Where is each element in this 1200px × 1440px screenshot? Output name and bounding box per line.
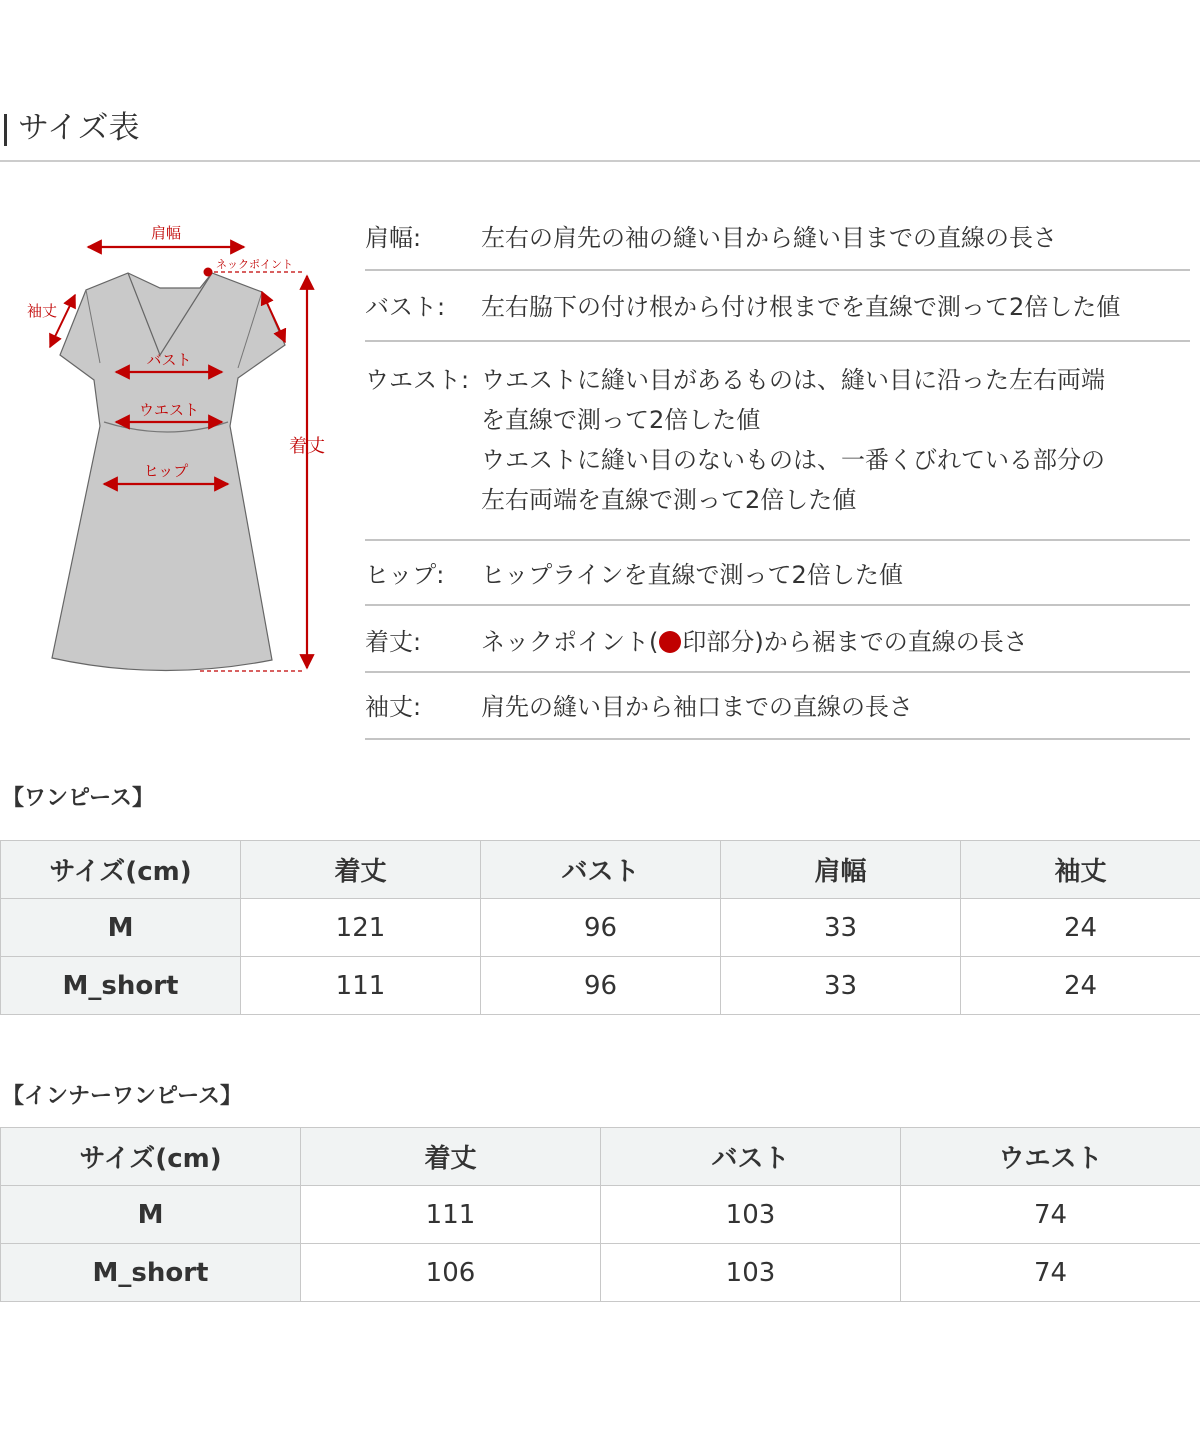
value-cell: 24 — [961, 899, 1200, 957]
definition-term: 袖丈: — [365, 693, 422, 721]
size-table-dress — [0, 840, 1200, 1015]
header-cell: 肩幅 — [721, 841, 961, 899]
definition-text: 左右脇下の付け根から付け根までを直線で測って2倍した値 — [481, 293, 1121, 321]
neckpoint-dot — [204, 268, 213, 277]
dress-illustration — [0, 200, 340, 700]
value-cell: 121 — [241, 899, 481, 957]
size-cell: M — [1, 1186, 301, 1244]
definition-row-length — [365, 606, 1190, 673]
definition-row-hip — [365, 541, 1190, 606]
header-cell: 袖丈 — [961, 841, 1200, 899]
header-cell: 着丈 — [301, 1128, 601, 1186]
table-row — [1, 1186, 1200, 1244]
value-cell: 111 — [241, 957, 481, 1015]
value-cell: 103 — [601, 1186, 901, 1244]
size-table-inner-dress — [0, 1127, 1200, 1302]
value-cell: 74 — [901, 1186, 1200, 1244]
table-row — [1, 899, 1200, 957]
label-sleeve: 袖丈 — [26, 302, 58, 320]
header-cell: サイズ(cm) — [1, 841, 241, 899]
header-cell: バスト — [601, 1128, 901, 1186]
page-title-text: サイズ表 — [18, 110, 140, 146]
label-length: 着丈 — [289, 436, 325, 457]
definition-term: バスト: — [365, 293, 446, 321]
value-cell: 74 — [901, 1244, 1200, 1302]
table-row — [1, 957, 1200, 1015]
definition-row-waist — [365, 342, 1190, 541]
definition-text: ウエストに縫い目があるものは、縫い目に沿った左右両端 を直線で測って2倍した値 ウエストに縫い目のないものは、一番くびれている部分の 左右両端を直線で測って2倍した値 — [481, 366, 1105, 514]
value-cell: 33 — [721, 899, 961, 957]
header-cell: バスト — [481, 841, 721, 899]
size-cell: M — [1, 899, 241, 957]
size-cell: M_short — [1, 1244, 301, 1302]
definition-row-shoulder — [365, 206, 1190, 271]
table-header-row — [1, 1128, 1200, 1186]
definition-term: 肩幅: — [365, 224, 422, 252]
definition-term: ウエスト: — [365, 366, 470, 394]
label-shoulder: 肩幅 — [150, 224, 182, 242]
value-cell: 33 — [721, 957, 961, 1015]
garment-diagram — [0, 200, 340, 700]
definition-text: ヒップラインを直線で測って2倍した値 — [481, 561, 903, 589]
definition-text: 肩先の縫い目から袖口までの直線の長さ — [481, 693, 913, 721]
title-accent-bar — [4, 114, 7, 146]
header-cell: サイズ(cm) — [1, 1128, 301, 1186]
value-cell: 106 — [301, 1244, 601, 1302]
definition-term: ヒップ: — [365, 561, 445, 589]
value-cell: 103 — [601, 1244, 901, 1302]
header-cell: ウエスト — [901, 1128, 1200, 1186]
table2-title: 【インナーワンピース】 — [2, 1084, 243, 1109]
value-cell: 111 — [301, 1186, 601, 1244]
table-row — [1, 1244, 1200, 1302]
definition-text: 左右の肩先の袖の縫い目から縫い目までの直線の長さ — [481, 224, 1057, 252]
definition-row-sleeve — [365, 673, 1190, 740]
label-neckpoint: ネックポイント — [216, 258, 293, 271]
label-bust: バスト — [146, 351, 192, 369]
page-title — [0, 100, 1200, 162]
definition-text: ネックポイント( 印部分)から裾までの直線の長さ — [481, 628, 1028, 656]
definition-row-bust — [365, 271, 1190, 342]
table1-title: 【ワンピース】 — [2, 786, 155, 811]
size-cell: M_short — [1, 957, 241, 1015]
label-waist: ウエスト — [138, 401, 200, 419]
table-header-row — [1, 841, 1200, 899]
value-cell: 96 — [481, 957, 721, 1015]
neckpoint-marker-icon — [659, 631, 681, 653]
value-cell: 96 — [481, 899, 721, 957]
label-hip: ヒップ — [143, 462, 189, 480]
value-cell: 24 — [961, 957, 1200, 1015]
measurement-definitions — [365, 206, 1190, 740]
header-cell: 着丈 — [241, 841, 481, 899]
definition-term: 着丈: — [365, 628, 422, 656]
